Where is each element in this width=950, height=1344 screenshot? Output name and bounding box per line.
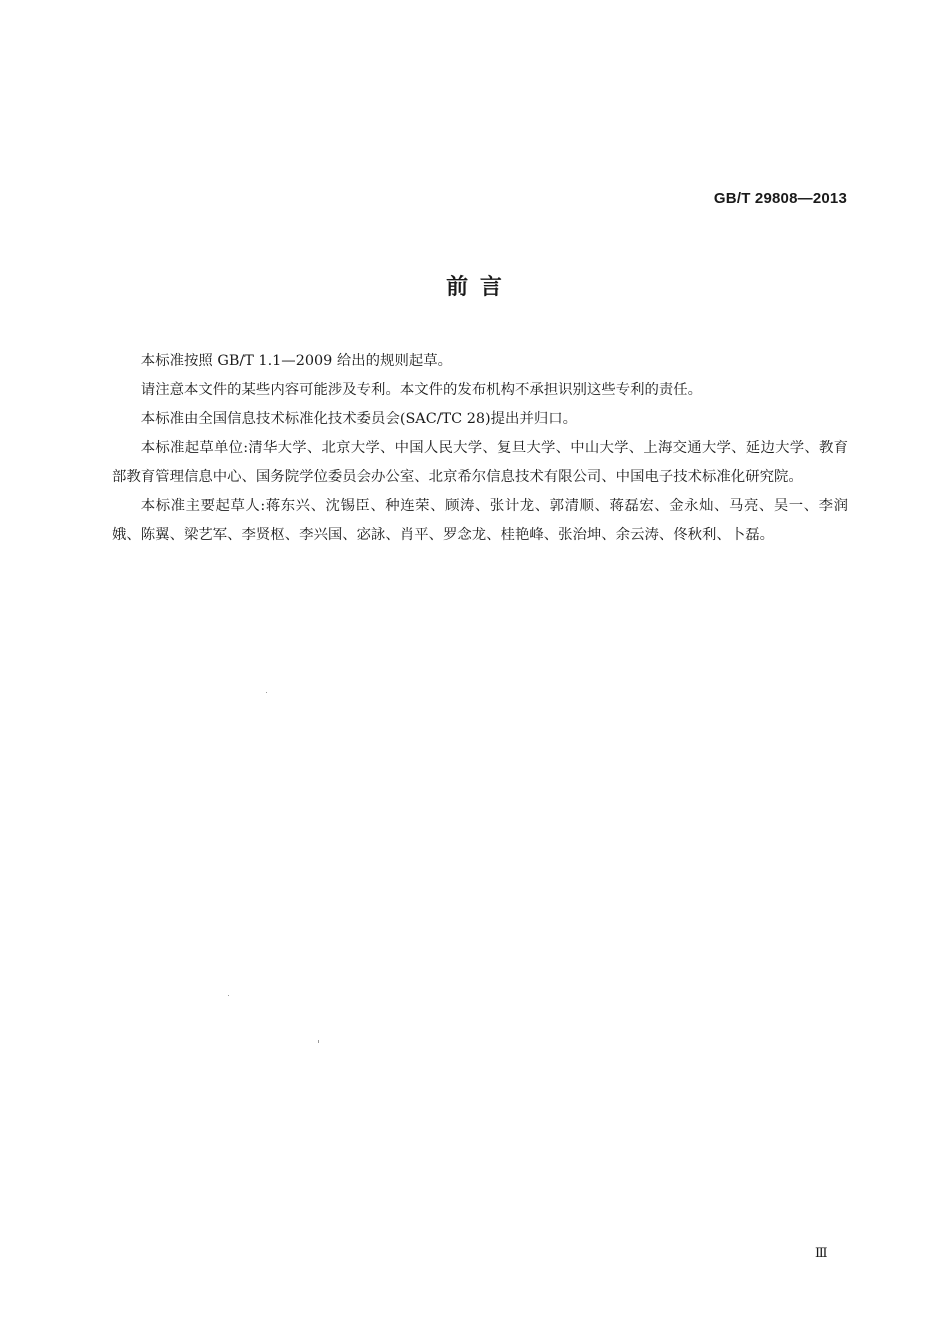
- scan-speck: [318, 1040, 319, 1043]
- foreword-body: [112, 347, 848, 550]
- page-title: 前 言: [446, 275, 504, 300]
- scan-speck: [228, 995, 229, 996]
- paragraph-proposer: 本标准由全国信息技术标准化技术委员会(SAC/TC 28)提出并归口。: [140, 411, 578, 427]
- paragraph-patent-notice: 请注意本文件的某些内容可能涉及专利。本文件的发布机构不承担识别这些专利的责任。: [140, 382, 703, 398]
- paragraph-drafting-rules: 本标准按照 GB/T 1.1—2009 给出的规则起草。: [140, 353, 453, 369]
- standard-number: GB/T 29808—2013: [713, 190, 847, 207]
- paragraph-drafters: 本标准主要起草人:蒋东兴、沈锡臣、种连荣、顾涛、张计龙、郭清顺、蒋磊宏、金永灿、马亮、吴一、李润娥、陈翼、梁艺军、李贤枢、李兴国、宓詠、肖平、罗念龙、桂艳峰、张治坤、余云涛、佟秋利、卜磊。: [112, 498, 848, 543]
- scan-speck: [266, 692, 267, 693]
- paragraph-drafting-units: 本标准起草单位:清华大学、北京大学、中国人民大学、复旦大学、中山大学、上海交通大学、延边大学、教育部教育管理信息中心、国务院学位委员会办公室、北京希尔信息技术有限公司、中国电子技术标准化研究院。: [112, 440, 848, 485]
- page-number: Ⅲ: [815, 1246, 828, 1261]
